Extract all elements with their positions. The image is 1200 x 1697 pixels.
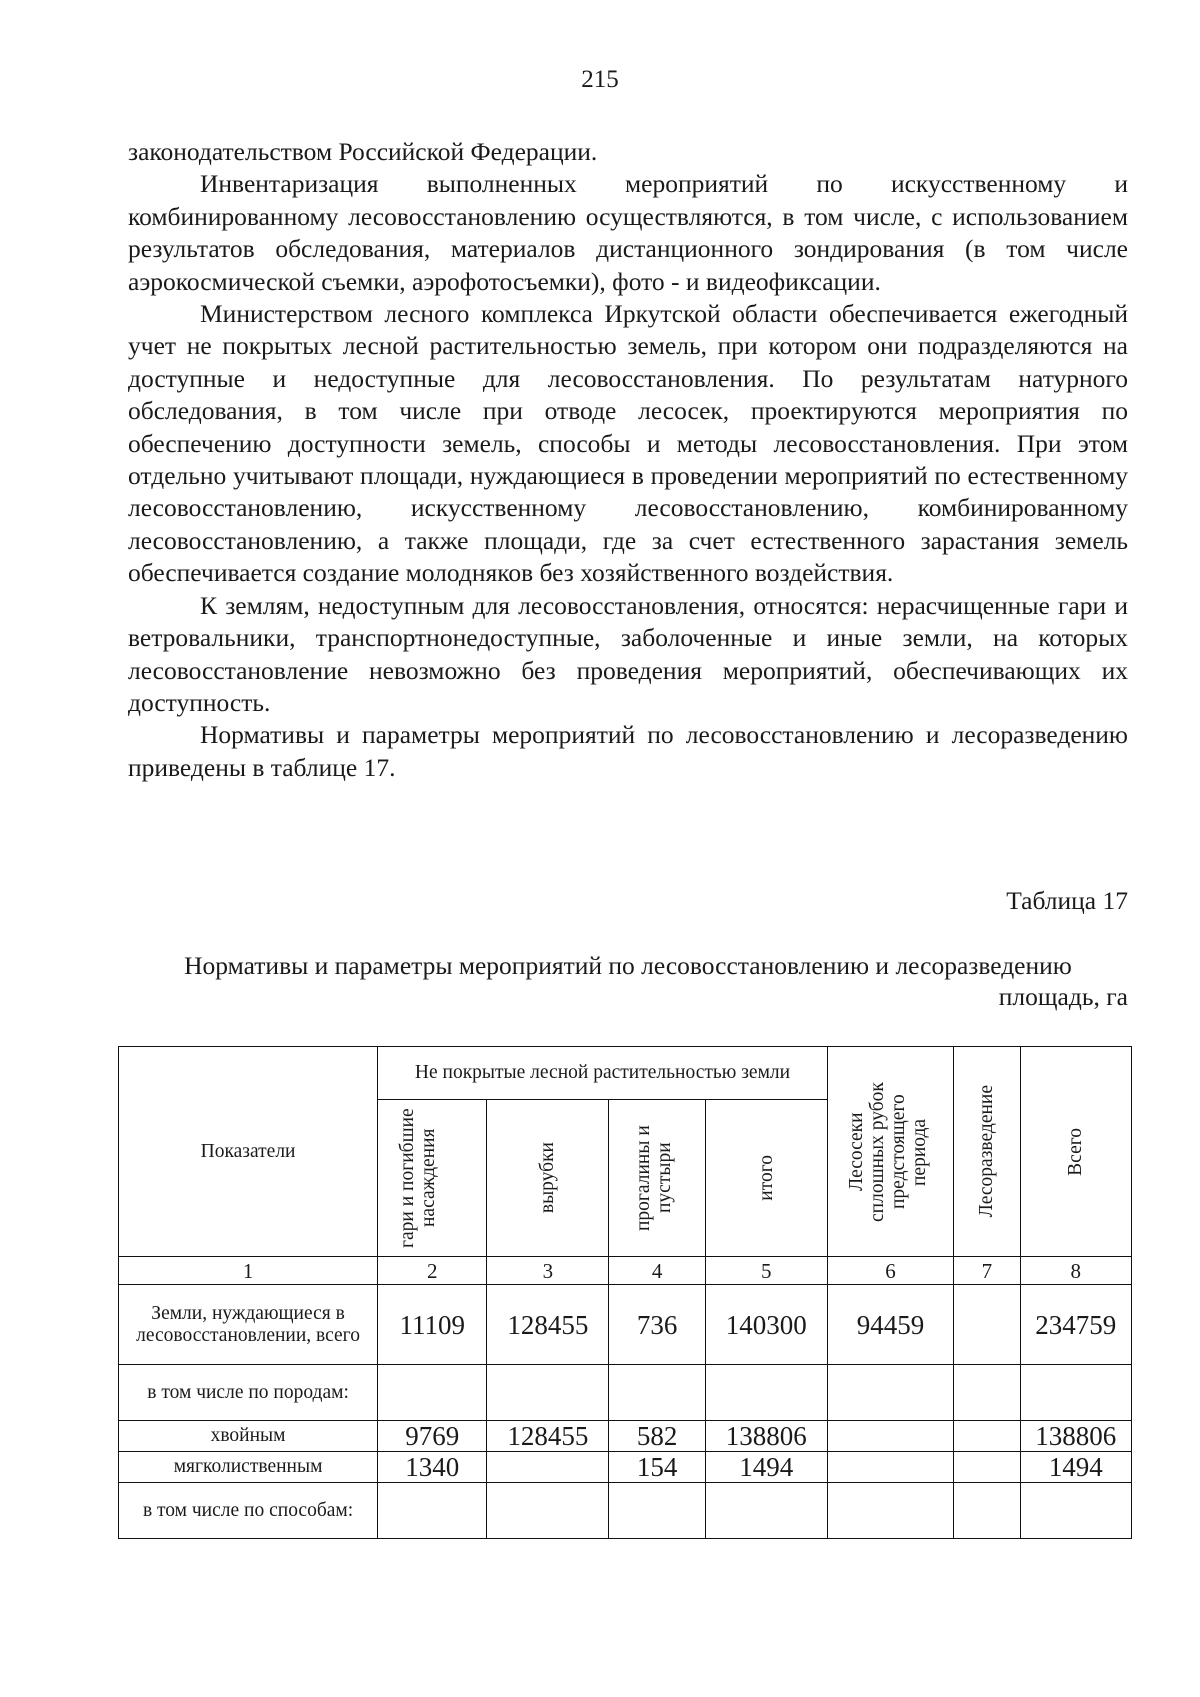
table-cell [954,1483,1020,1539]
row-label: в том числе по породам: [119,1365,378,1421]
table-cell [827,1483,953,1539]
table-cell [487,1365,609,1421]
column-number: 6 [827,1257,953,1285]
table-cell: 11109 [378,1285,487,1365]
header-clearcut-text: Лесосеки сплошных рубок предстоящего периода [845,1081,930,1222]
column-number: 7 [954,1257,1020,1285]
paragraph-3: Министерством лесного комплекса Иркутской области обеспечивается ежегодный учет не покрытых лесной растительностью земель, при котором они подразделяются на доступные и недоступные для лесовосстановления. По результатам натурного обследования, в том числе при отводе лесосек, проектируются мероприятия по обеспечению доступности земель, способы и методы лесовосстановления. При этом отдельно учитывают площади, нуждающиеся в проведении мероприятий по естественному лесовосстановлению, искусственному лесовосстановлению, комбинированному лесовосстановлению, а также площади, где за счет естественного зарастания земель обеспечивается создание молодняков без хозяйственного воздействия. [128,299,1128,588]
header-cuttings [487,1100,609,1257]
table-cell: 94459 [827,1285,953,1365]
header-total-text: Всего [1065,1127,1087,1176]
column-number: 4 [609,1257,705,1285]
header-glades-text: прогалины и пустыри [633,1125,676,1231]
table-cell [827,1365,953,1421]
page-number: 215 [581,66,619,93]
table-caption: Таблица 17 [1006,886,1128,915]
header-afforestation [954,1047,1020,1257]
table-cell [487,1483,609,1539]
column-number: 3 [487,1257,609,1285]
table-cell [1020,1365,1131,1421]
table-cell: 234759 [1020,1285,1131,1365]
table-row [119,1421,1132,1452]
table-cell [954,1421,1020,1452]
table-cell [378,1483,487,1539]
row-label: хвойным [119,1421,378,1452]
table-cell: 1494 [705,1452,827,1483]
table-cell: 138806 [1020,1421,1131,1452]
table-title: Нормативы и параметры мероприятий по лесовосстановлению и лесоразведению [184,951,1072,980]
column-number-row [119,1257,1132,1285]
header-subtotal-text: итого [755,1155,777,1201]
header-group: Не покрытые лесной растительностью земли [378,1047,828,1100]
table-cell: 1340 [378,1452,487,1483]
column-number: 1 [119,1257,378,1285]
body-text [128,136,1128,784]
paragraph-1: законодательством Российской Федерации. [128,137,598,166]
table-cell: 138806 [705,1421,827,1452]
table-cell: 736 [609,1285,705,1365]
table-cell: 128455 [487,1285,609,1365]
paragraph-4: К землям, недоступным для лесовосстановления, относятся: нерасчищенные гари и ветровальники, транспортнонедоступные, заболоченные и иные земли, на которых лесовосстановление невозможно без проведения мероприятий, обеспечивающих их доступность. [128,590,1128,717]
table-cell [378,1365,487,1421]
header-clearcut [827,1047,953,1257]
table-cell: 154 [609,1452,705,1483]
table-cell [609,1483,705,1539]
row-label: в том числе по способам: [119,1483,378,1539]
column-number: 2 [378,1257,487,1285]
table-row [119,1452,1132,1483]
data-table [118,1046,1132,1539]
row-label: Земли, нуждающиеся в лесовосстановлении, всего [119,1285,378,1365]
paragraph-5: Нормативы и параметры мероприятий по лесовосстановлению и лесоразведению приведены в таблице 17. [128,720,1128,782]
table-cell [705,1365,827,1421]
table-row [119,1483,1132,1539]
table-cell: 140300 [705,1285,827,1365]
table-cell [827,1421,953,1452]
header-glades [609,1100,705,1257]
table-cell [954,1285,1020,1365]
table-cell [954,1452,1020,1483]
paragraph-2: Инвентаризация выполненных мероприятий по искусственному и комбинированному лесовосстановлению осуществляются, в том числе, с использованием результатов обследования, материалов дистанционного зондирования (в том числе аэрокосмической съемки, аэрофотосъемки), фото - и видеофиксации. [128,169,1128,296]
table-cell: 128455 [487,1421,609,1452]
table-row [119,1285,1132,1365]
header-burned [378,1100,487,1257]
table-cell [1020,1483,1131,1539]
header-indicators: Показатели [119,1047,378,1257]
table-cell: 582 [609,1421,705,1452]
header-afforestation-text: Лесоразведение [976,1085,998,1218]
table-units: площадь, га [998,982,1128,1011]
header-row-1 [119,1047,1132,1100]
table-cell: 9769 [378,1421,487,1452]
header-cuttings-text: вырубки [537,1142,559,1214]
table-cell [827,1452,953,1483]
column-number: 5 [705,1257,827,1285]
table-cell [609,1365,705,1421]
table-cell [487,1452,609,1483]
row-label: мягколиственным [119,1452,378,1483]
table-row [119,1365,1132,1421]
table-cell [954,1365,1020,1421]
header-burned-text: гари и погибшие насаждения [397,1108,440,1248]
column-number: 8 [1020,1257,1131,1285]
header-subtotal [705,1100,827,1257]
table-cell [705,1483,827,1539]
header-total [1020,1047,1131,1257]
table-cell: 1494 [1020,1452,1131,1483]
